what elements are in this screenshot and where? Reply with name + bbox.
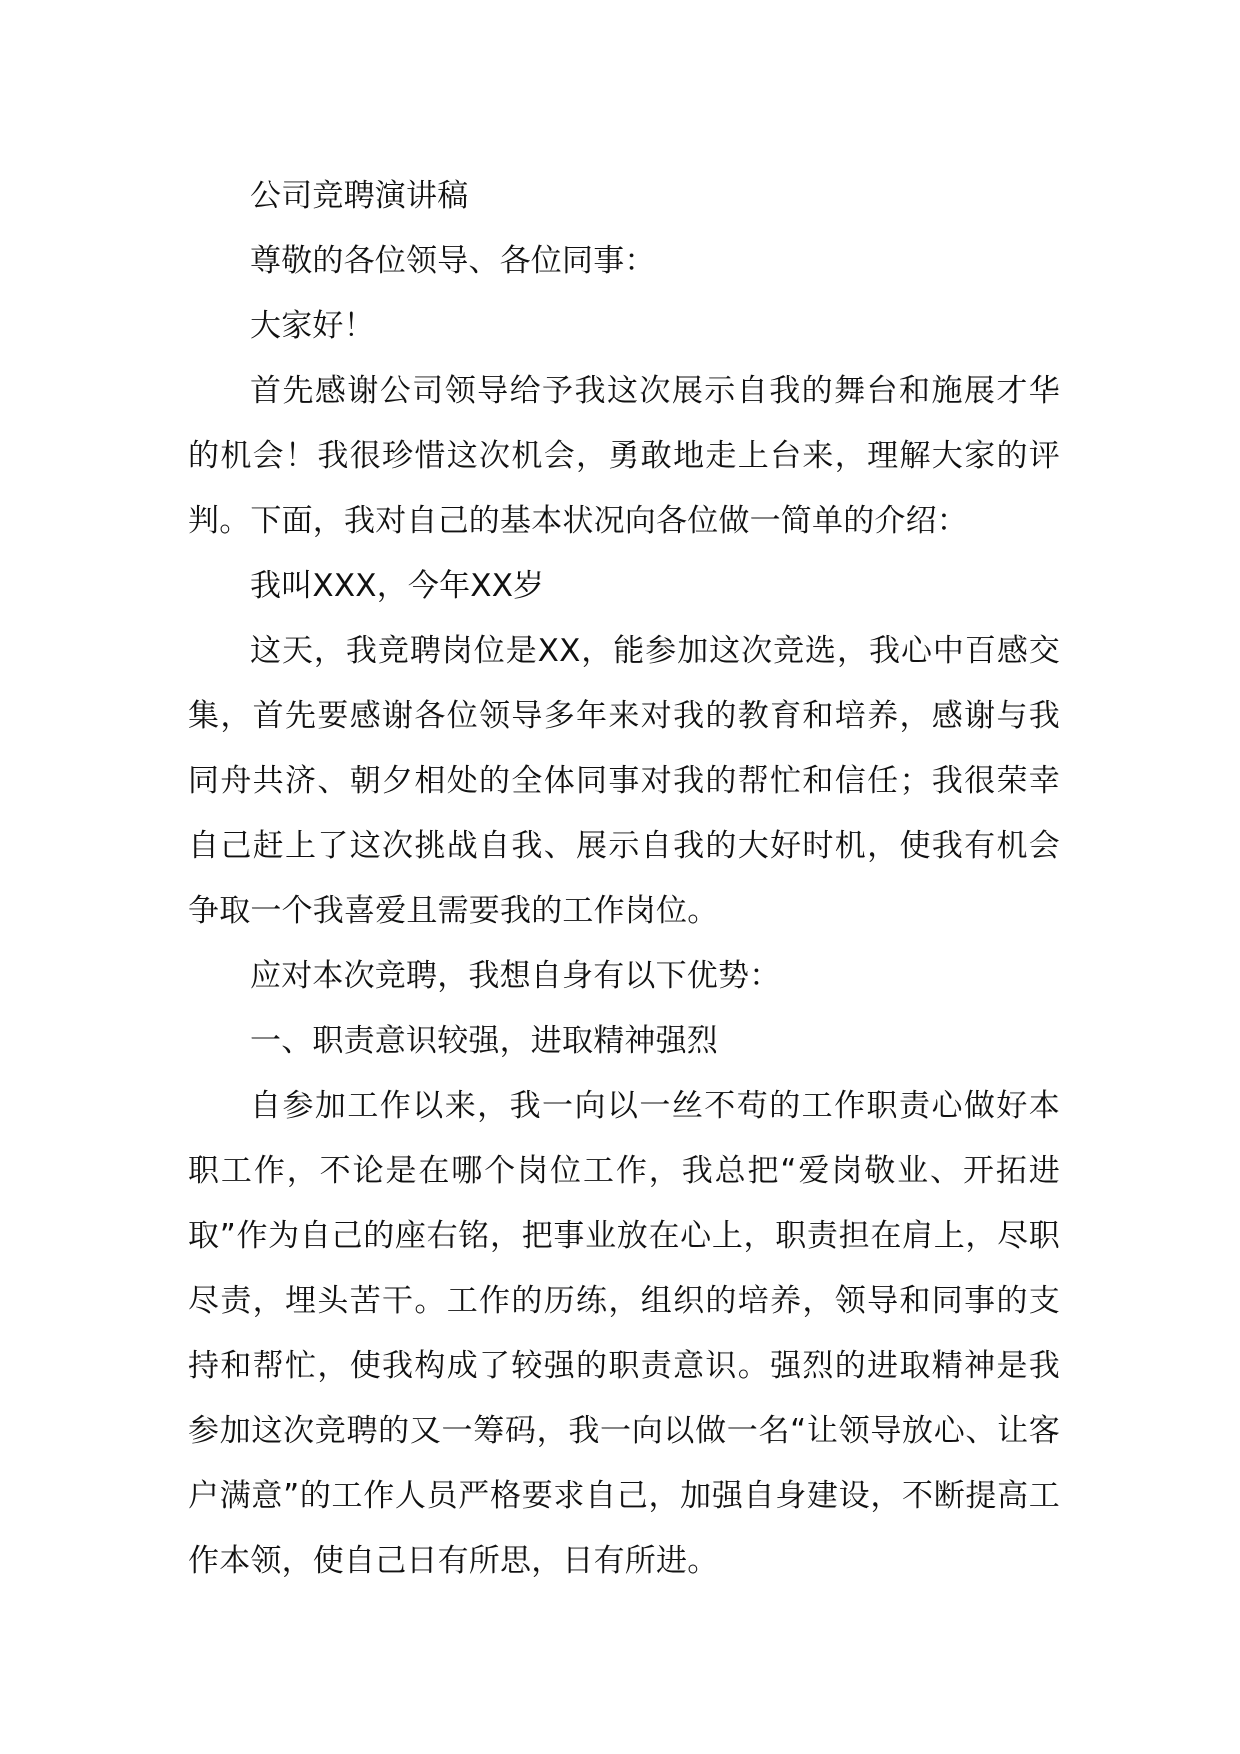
name-age-line: 我叫XXX，今年XX岁 — [250, 568, 545, 604]
position-paragraph: 这天，我竞聘岗位是XX，能参加这次竞选，我心中百感交集，首先要感谢各位领导多年来对我的教育和培养，感谢与我同舟共济、朝夕相处的全体同事对我的帮忙和信任；我很荣幸自己赶上了这次挑战自我、展示自我的大好时机，使我有机会争取一个我喜爱且需要我的工作岗位。 — [188, 633, 1060, 929]
document-title: 公司竞聘演讲稿 — [250, 178, 469, 214]
intro-paragraph: 首先感谢公司领导给予我这次展示自我的舞台和施展才华的机会！我很珍惜这次机会，勇敢地走上台来，理解大家的评判。下面，我对自己的基本状况向各位做一简单的介绍： — [188, 373, 1060, 539]
advantages-intro: 应对本次竞聘，我想自身有以下优势： — [250, 958, 781, 994]
section-1-paragraph: 自参加工作以来，我一向以一丝不苟的工作职责心做好本职工作，不论是在哪个岗位工作，我总把“爱岗敬业、开拓进取”作为自己的座右铭，把事业放在心上，职责担在肩上，尽职尽责，埋头苦干。工作的历练，组织的培养，领导和同事的支持和帮忙，使我构成了较强的职责意识。强烈的进取精神是我参加这次竞聘的又一筹码，我一向以做一名“让领导放心、让客户满意”的工作人员严格要求自己，加强自身建设，不断提高工作本领，使自己日有所思，日有所进。 — [188, 1088, 1060, 1579]
salutation: 尊敬的各位领导、各位同事： — [250, 243, 656, 279]
document-body — [188, 164, 1060, 1594]
section-heading-1: 一、职责意识较强，进取精神强烈 — [250, 1023, 718, 1059]
greeting: 大家好！ — [250, 308, 375, 344]
